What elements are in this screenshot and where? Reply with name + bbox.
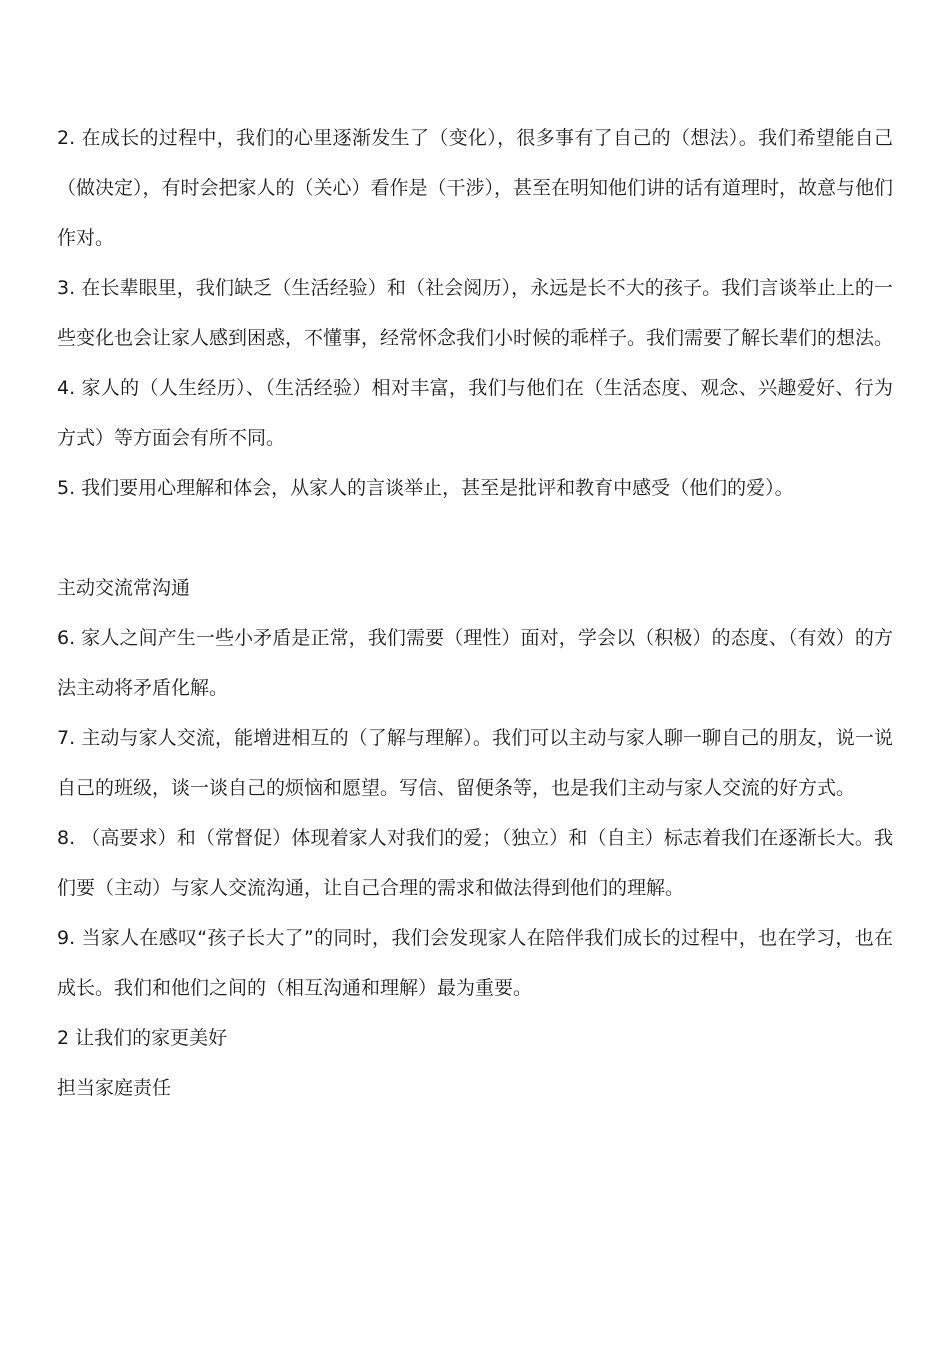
lesson-title: 2 让我们的家更美好 xyxy=(57,1027,228,1049)
paragraph-5: 5. 我们要用心理解和体会，从家人的言谈举止，甚至是批评和教育中感受（他们的爱）。 xyxy=(57,477,794,499)
subsection-heading: 担当家庭责任 xyxy=(57,1077,172,1099)
document-page xyxy=(57,113,893,1113)
paragraph-6: 6. 家人之间产生一些小矛盾是正常，我们需要（理性）面对，学会以（积极）的态度、（有效）的方法主动将矛盾化解。 xyxy=(57,627,893,699)
paragraph-3: 3. 在长辈眼里，我们缺乏（生活经验）和（社会阅历），永远是长不大的孩子。我们言谈举止上的一些变化也会让家人感到困惑，不懂事，经常怀念我们小时候的乖样子。我们需要了解长辈们的想法。 xyxy=(57,277,894,349)
paragraph-4: 4. 家人的（人生经历）、（生活经验）相对丰富，我们与他们在（生活态度、观念、兴趣爱好、行为方式）等方面会有所不同。 xyxy=(57,377,893,449)
section-heading: 主动交流常沟通 xyxy=(57,577,191,599)
paragraph-2: 2. 在成长的过程中，我们的心里逐渐发生了（变化），很多事有了自己的（想法）。我们希望能自己（做决定），有时会把家人的（关心）看作是（干涉），甚至在明知他们讲的话有道理时，故意与他们作对。 xyxy=(57,127,894,249)
paragraph-8: 8. （高要求）和（常督促）体现着家人对我们的爱；（独立）和（自主）标志着我们在逐渐长大。我们要（主动）与家人交流沟通，让自己合理的需求和做法得到他们的理解。 xyxy=(57,827,893,899)
section-spacer xyxy=(57,513,893,563)
paragraph-7: 7. 主动与家人交流，能增进相互的（了解与理解）。我们可以主动与家人聊一聊自己的朋友，说一说自己的班级，谈一谈自己的烦恼和愿望。写信、留便条等，也是我们主动与家人交流的好方式。 xyxy=(57,727,893,799)
paragraph-9: 9. 当家人在感叹“孩子长大了”的同时，我们会发现家人在陪伴我们成长的过程中，也在学习，也在成长。我们和他们之间的（相互沟通和理解）最为重要。 xyxy=(57,927,893,999)
